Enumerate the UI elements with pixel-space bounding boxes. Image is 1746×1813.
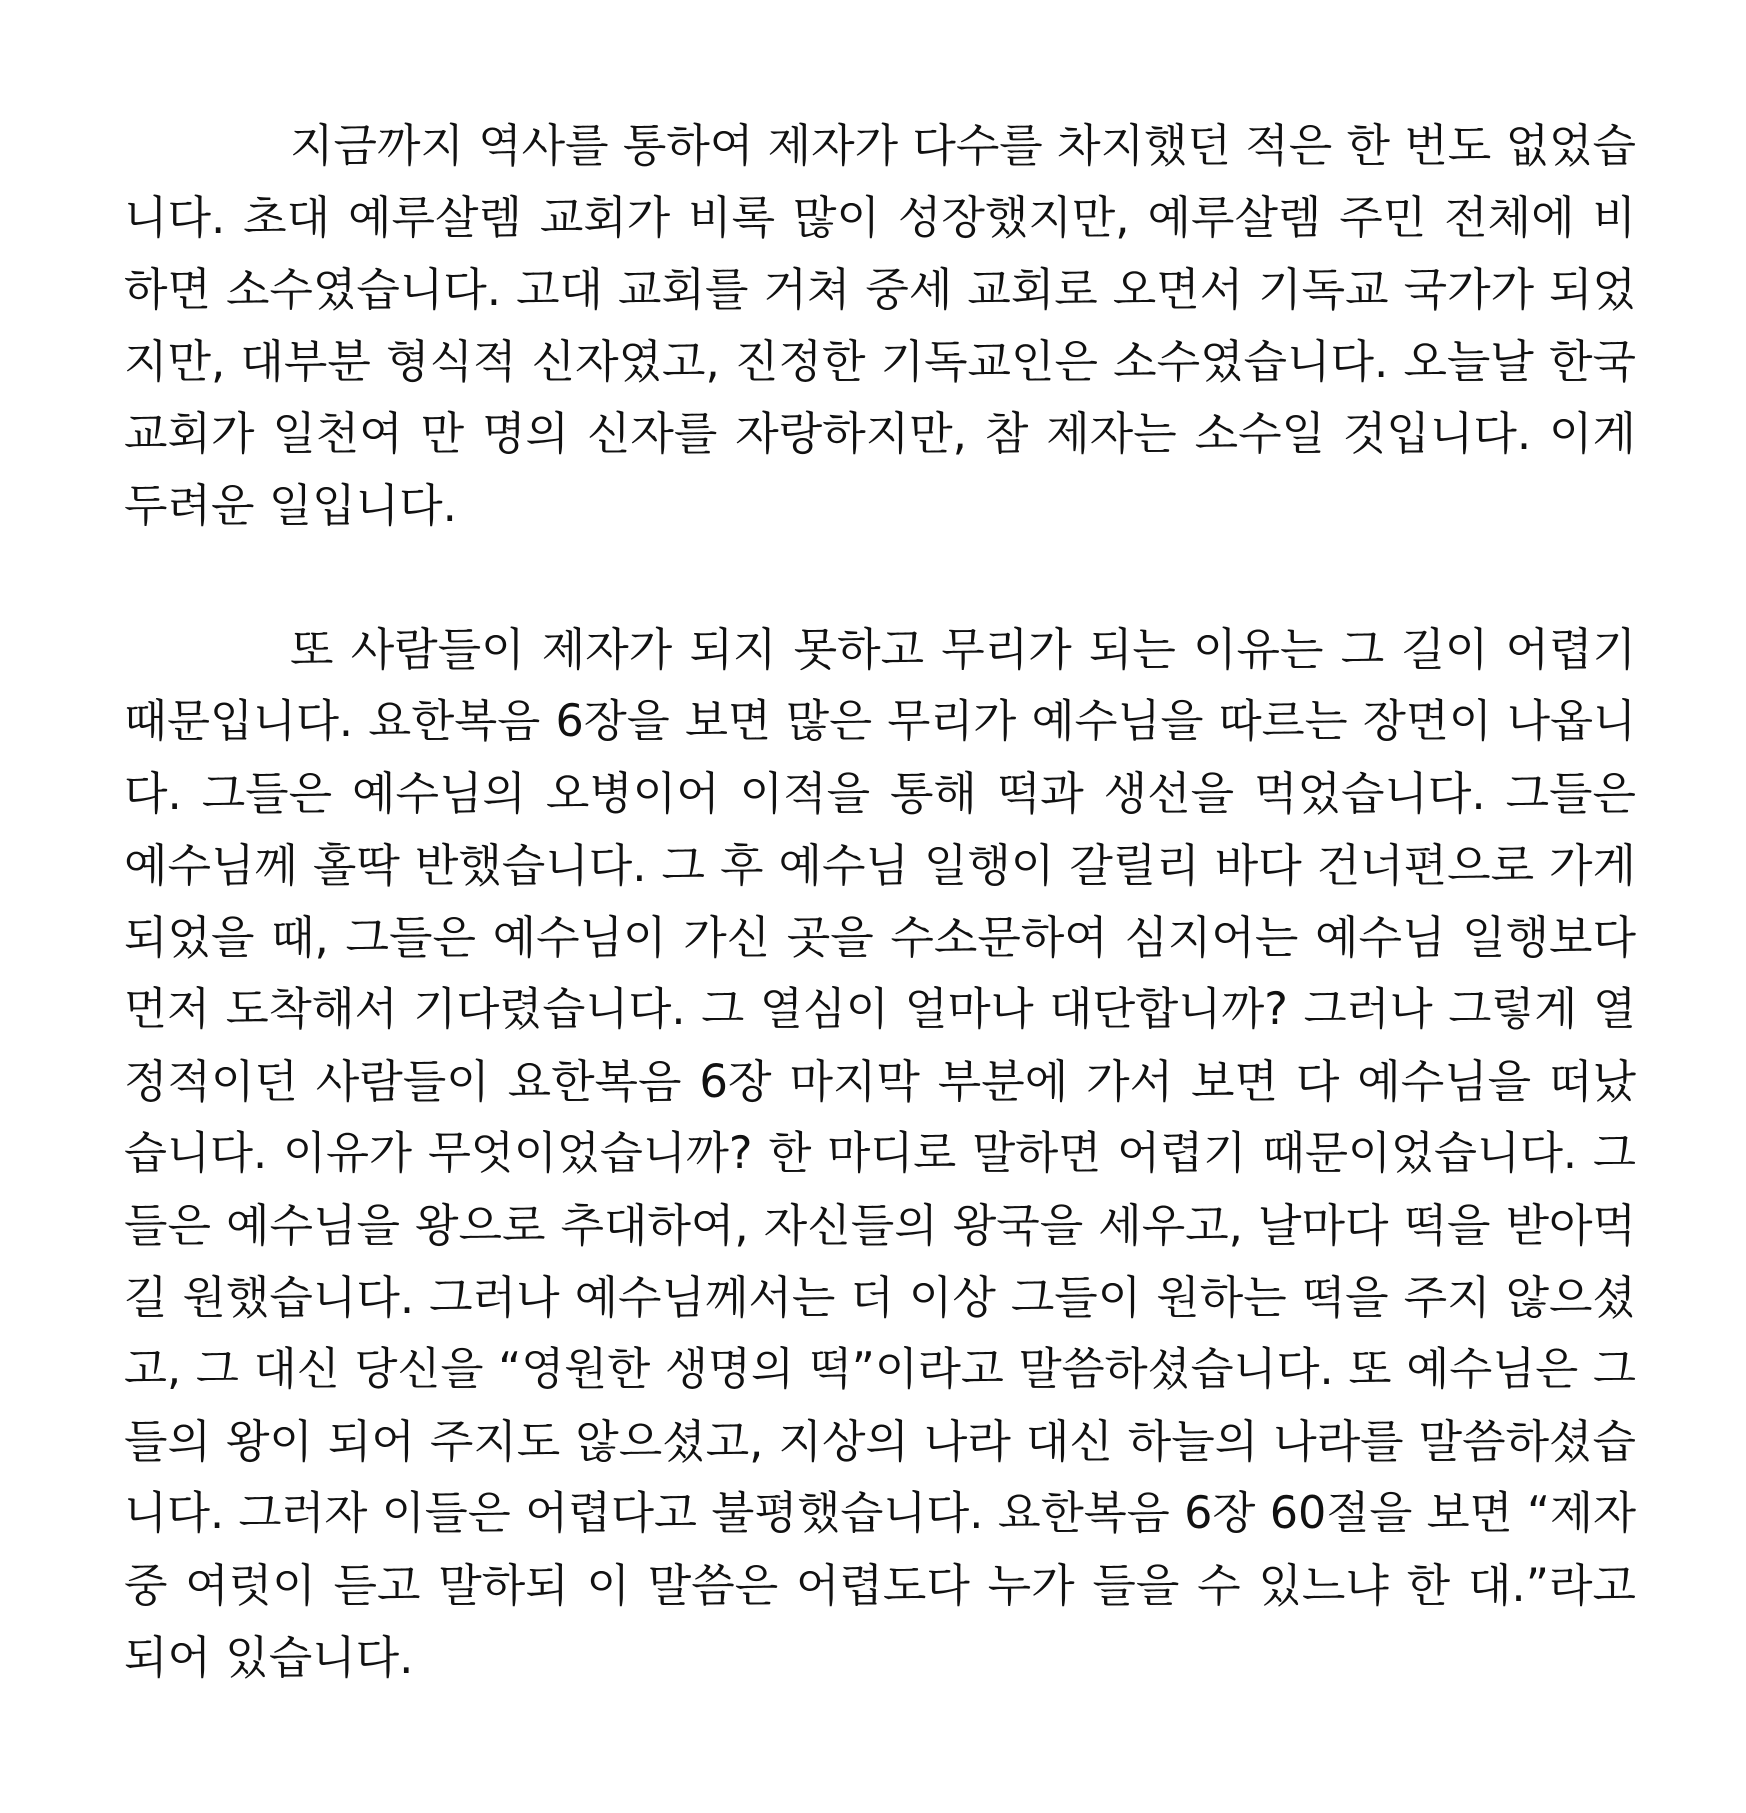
paragraph-1 <box>124 110 1636 542</box>
text-line: 하면 소수였습니다. 고대 교회를 거쳐 중세 교회로 오면서 기독교 국가가 되었 <box>124 263 1636 316</box>
text-line: 중 여럿이 듣고 말하되 이 말씀은 어렵도다 누가 들을 수 있느냐 한 대.”라고 <box>124 1559 1636 1612</box>
text-line: 들은 예수님을 왕으로 추대하여, 자신들의 왕국을 세우고, 날마다 떡을 받아먹 <box>124 1199 1636 1252</box>
text-line: 니다. 그러자 이들은 어렵다고 불평했습니다. 요한복음 6장 60절을 보면 “제자 <box>124 1488 1636 1539</box>
text-line: 되었을 때, 그들은 예수님이 가신 곳을 수소문하여 심지어는 예수님 일행보다 <box>124 911 1636 964</box>
paragraph-2 <box>124 614 1636 1694</box>
text-line: 되어 있습니다. <box>124 1631 414 1684</box>
text-line: 또 사람들이 제자가 되지 못하고 무리가 되는 이유는 그 길이 어렵기 <box>290 623 1636 676</box>
text-line: 때문입니다. 요한복음 6장을 보면 많은 무리가 예수님을 따르는 장면이 나옵니 <box>124 696 1636 747</box>
text-line: 고, 그 대신 당신을 “영원한 생명의 떡”이라고 말씀하셨습니다. 또 예수님은 그 <box>124 1344 1636 1395</box>
text-line: 예수님께 홀딱 반했습니다. 그 후 예수님 일행이 갈릴리 바다 건너편으로 가게 <box>124 839 1636 892</box>
text-line: 지만, 대부분 형식적 신자였고, 진정한 기독교인은 소수였습니다. 오늘날 한국 <box>124 335 1636 388</box>
text-line: 습니다. 이유가 무엇이었습니까? 한 마디로 말하면 어렵기 때문이었습니다. 그 <box>124 1128 1636 1179</box>
text-line: 길 원했습니다. 그러나 예수님께서는 더 이상 그들이 원하는 떡을 주지 않으셨 <box>124 1271 1636 1324</box>
text-line: 정적이던 사람들이 요한복음 6장 마지막 부분에 가서 보면 다 예수님을 떠났 <box>124 1055 1636 1108</box>
text-line: 먼저 도착해서 기다렸습니다. 그 열심이 얼마나 대단합니까? 그러나 그렇게 열 <box>124 984 1636 1035</box>
text-line: 지금까지 역사를 통하여 제자가 다수를 차지했던 적은 한 번도 없었습 <box>290 119 1636 172</box>
text-line: 다. 그들은 예수님의 오병이어 이적을 통해 떡과 생선을 먹었습니다. 그들은 <box>124 767 1636 820</box>
text-line: 두려운 일입니다. <box>124 479 457 532</box>
document-page <box>124 110 1636 1694</box>
text-line: 들의 왕이 되어 주지도 않으셨고, 지상의 나라 대신 하늘의 나라를 말씀하셨습 <box>124 1415 1636 1468</box>
text-line: 니다. 초대 예루살렘 교회가 비록 많이 성장했지만, 예루살렘 주민 전체에 비 <box>124 191 1636 244</box>
text-line: 교회가 일천여 만 명의 신자를 자랑하지만, 참 제자는 소수일 것입니다. 이게 <box>124 407 1636 460</box>
